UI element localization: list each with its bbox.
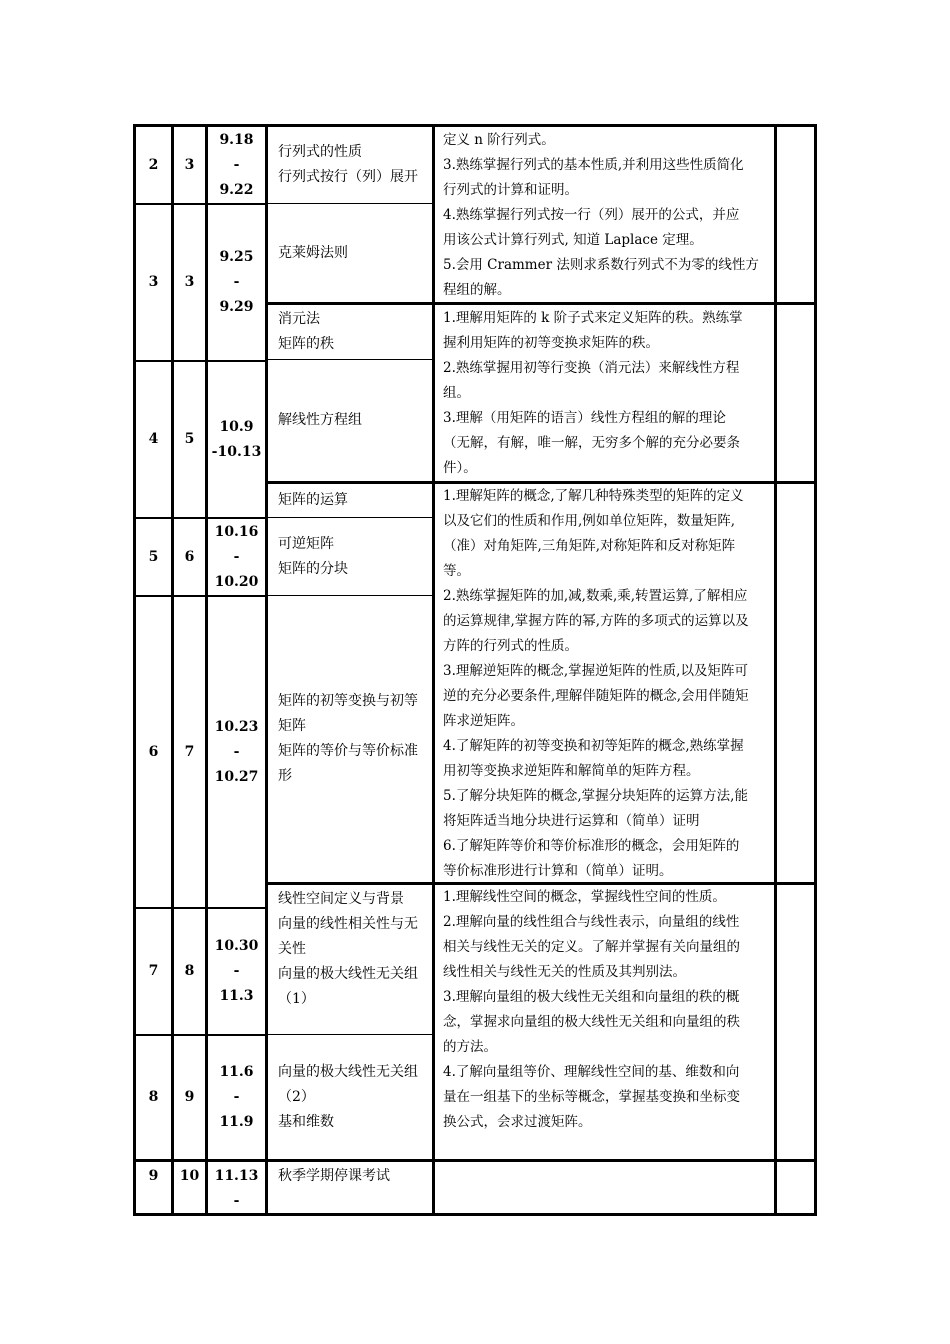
date-cell: 10.23 - 10.27: [214, 718, 259, 785]
topic-cell: 行列式的性质 行列式按行（列）展开: [278, 144, 418, 185]
objective-cell: 1.理解用矩阵的 k 阶子式来定义矩阵的秩。熟练掌 握利用矩阵的初等变换求矩阵的秩。 2.熟练掌握用初等行变换（消元法）来解线性方程 组。 3.理解（用矩阵的语言）线性方程组的解的理论 （无解，有解，唯一解，无穷多个解的充分必要条 件）。: [443, 310, 743, 476]
topic-cell: 解线性方程组: [278, 412, 362, 428]
topic-cell: 向量的极大线性无关组 （2） 基和维数: [278, 1063, 418, 1130]
objective-cell: 1.理解线性空间的概念，掌握线性空间的性质。 2.理解向量的线性组合与线性表示，向量组的线性 相关与线性无关的定义。了解并掌握有关向量组的 线性相关与线性无关的性质及其判别法。 3.理解向量组的极大线性无关组和向量组的秩的概 念，掌握求向量组的极大线性无关组和向量组的秩 的方法。 4.了解向量组等价、理解线性空间的基、维数和向 量在一组基下的坐标等概念，掌握基变换和坐标变 换公式，会求过渡矩阵。: [443, 889, 740, 1130]
week-cell: 3: [148, 274, 159, 290]
lesson-cell: 6: [184, 548, 195, 565]
lesson-cell: 7: [184, 743, 195, 760]
lesson-cell: 3: [184, 274, 195, 290]
objective-cell: 定义 n 阶行列式。 3.熟练掌握行列式的基本性质,并利用这些性质简化 行列式的计算和证明。 4.熟练掌握行列式按一行（列）展开的公式，并应 用该公式计算行列式, 知道 Laplace 定理。 5.会用 Crammer 法则求系数行列式不为零的线性方 程组的解。: [443, 132, 759, 298]
lesson-cell: 10: [179, 1168, 200, 1184]
date-cell: 11.13 -: [214, 1168, 259, 1209]
topic-cell: 矩阵的运算: [278, 492, 348, 508]
date-cell: 10.16 - 10.20: [214, 523, 259, 590]
date-cell: 10.9 -10.13: [211, 418, 262, 460]
remarks-cell: [777, 885, 814, 1159]
topic-cell: 可逆矩阵 矩阵的分块: [278, 535, 348, 577]
lesson-cell: 3: [184, 156, 195, 173]
week-cell: 5: [148, 548, 159, 565]
topic-cell: 秋季学期停课考试: [278, 1168, 390, 1184]
topic-cell: 克莱姆法则: [278, 244, 348, 261]
table-border-right: [814, 124, 817, 1216]
remarks-cell: [777, 1162, 814, 1213]
objective-cell: 1.理解矩阵的概念,了解几种特殊类型的矩阵的定义 以及它们的性质和作用,例如单位矩阵，数量矩阵, （准）对角矩阵,三角矩阵,对称矩阵和反对称矩阵 等。 2.熟练掌握矩阵的加,减,数乘,乘,转置运算,了解相应 的运算规律,掌握方阵的幂,方阵的多项式的运算以及 方阵的行列式的性质。 3.理解逆矩阵的概念,掌握逆矩阵的性质,以及矩阵可 逆的充分必要条件,理解伴随矩阵的概念,会用伴随矩 阵求逆矩阵。 4.了解矩阵的初等变换和初等矩阵的概念,熟练掌握 用初等变换求逆矩阵和解简单的矩阵方程。 5.了解分块矩阵的概念,掌握分块矩阵的运算方法,能 将矩阵适当地分块进行运算和（简单）证明 6.了解矩阵等价和等价标准形的概念，会用矩阵的 等价标准形进行计算和（简单）证明。: [443, 488, 749, 879]
date-cell: 9.18 - 9.22: [219, 131, 254, 198]
week-cell: 2: [148, 156, 159, 173]
lesson-cell: 9: [184, 1089, 195, 1105]
topic-cell: 消元法 矩阵的秩: [278, 311, 334, 352]
lesson-cell: 5: [184, 431, 195, 447]
date-cell: 9.25 - 9.29: [219, 249, 254, 315]
remarks-cell: [777, 484, 814, 882]
topic-cell: 线性空间定义与背景 向量的线性相关性与无 关性 向量的极大线性无关组 （1）: [278, 891, 418, 1007]
lesson-cell: 8: [184, 963, 195, 979]
remarks-cell: [777, 127, 814, 302]
week-cell: 9: [148, 1168, 159, 1184]
topic-cell: 矩阵的初等变换与初等 矩阵 矩阵的等价与等价标准 形: [278, 693, 418, 784]
week-cell: 4: [148, 431, 159, 447]
date-cell: 11.6 - 11.9: [219, 1064, 254, 1130]
week-cell: 8: [148, 1089, 159, 1105]
objective-cell: [435, 1162, 774, 1213]
week-cell: 6: [148, 743, 159, 760]
week-cell: 7: [148, 963, 159, 979]
date-cell: 10.30 - 11.3: [214, 938, 259, 1004]
remarks-cell: [777, 305, 814, 481]
